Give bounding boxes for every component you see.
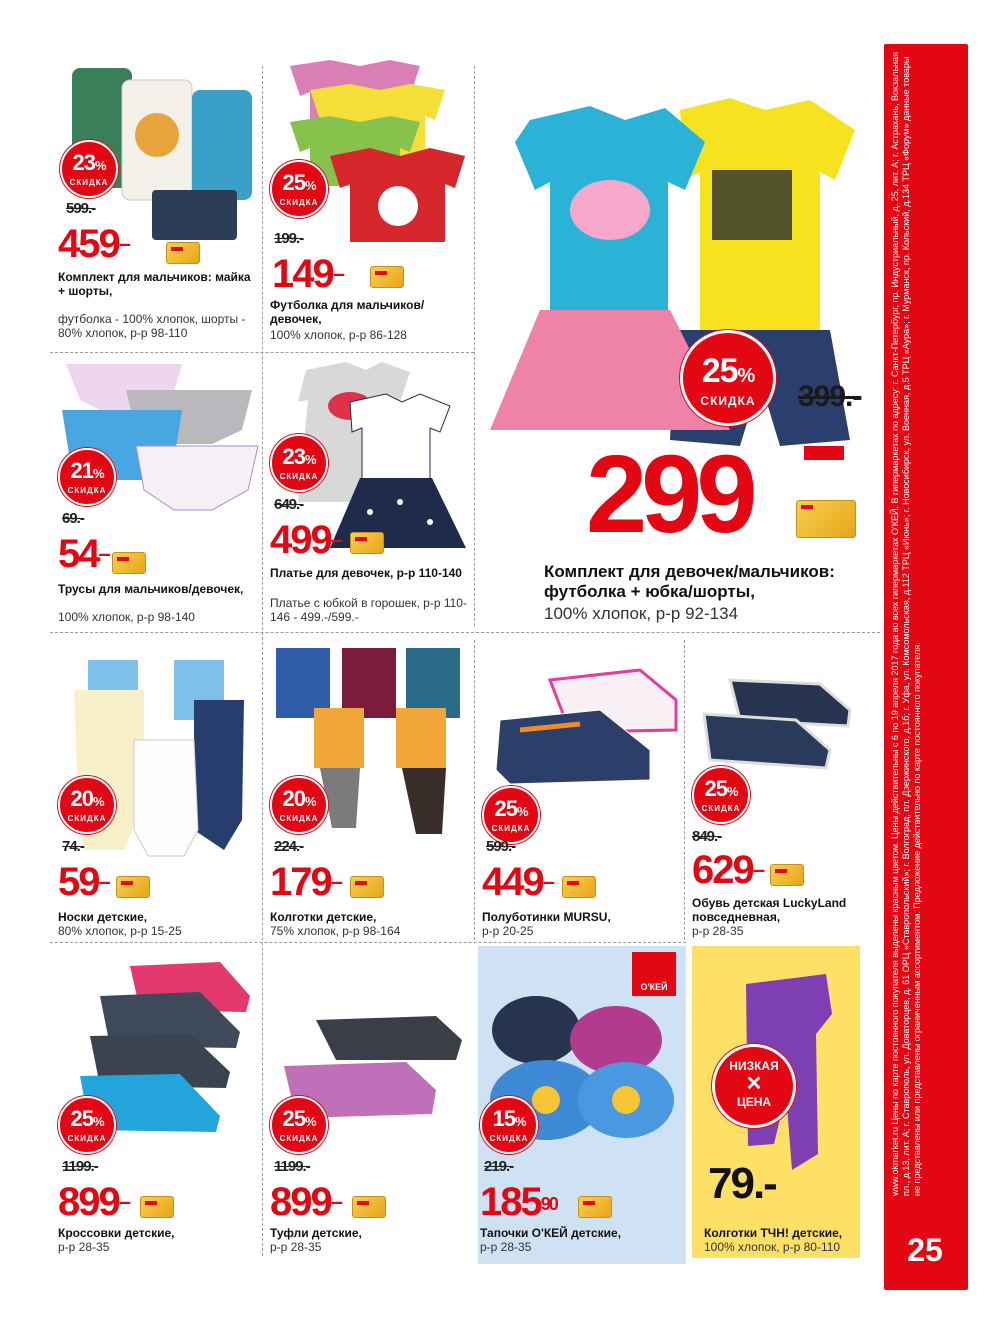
product-details: р-р 28-35 (480, 1240, 532, 1254)
discount-badge: 20% СКИДКА (58, 776, 116, 834)
loyalty-card-icon (350, 532, 384, 554)
old-price: 649.- (274, 496, 304, 513)
price: 499– (270, 518, 341, 562)
old-price: 74.- (62, 838, 84, 855)
product-details: р-р 28-35 (270, 1240, 322, 1254)
price: 629– (692, 848, 763, 892)
product-title: Обувь детская LuckyLand повседневная, (692, 896, 847, 924)
discount-badge: 25% СКИДКА (270, 1096, 328, 1154)
price: 54– (58, 532, 109, 576)
old-price: 599.- (486, 838, 516, 855)
discount-badge: 25% СКИДКА (270, 160, 328, 218)
discount-badge: 25% СКИДКА (482, 786, 540, 844)
loyalty-card-icon (112, 552, 146, 574)
discount-badge: 25% СКИДКА (58, 1096, 116, 1154)
product-details: 80% хлопок, р-р 15-25 (58, 924, 182, 938)
price: 899– (58, 1180, 129, 1224)
grid-divider (262, 66, 263, 1256)
price: $185^{90}$ (480, 1180, 557, 1224)
product-title: Носки детские, (58, 910, 148, 924)
grid-divider (50, 942, 686, 943)
product-title: Туфли детские, (270, 1226, 362, 1240)
old-price: 1199.- (62, 1158, 98, 1175)
product-title: Тапочки О'КЕЙ детские, (480, 1226, 622, 1240)
okey-logo: О'КЕЙ (632, 952, 676, 996)
product-details: футболка - 100% хлопок, шорты - 80% хлопок, р-р 98-110 (58, 312, 246, 340)
discount-badge: 15% СКИДКА (480, 1096, 538, 1154)
loyalty-card-icon (578, 1196, 612, 1218)
product-title: Кроссовки детские, (58, 1226, 175, 1240)
discount-badge: 20% СКИДКА (270, 776, 328, 834)
loyalty-card-icon (796, 500, 856, 538)
price: 899– (270, 1180, 341, 1224)
product-details: 75% хлопок, р-р 98-164 (270, 924, 401, 938)
terms-text: www.okmarket.ru Цены по карте постоянного покупателя выделены красным цветом. Цены действительны с 6 по 19 апреля 2017 года во всех гипермаркетах О'КЕЙ. В гипермаркетах по адресу: г. Санкт-Петербург, пр. Индустриальный, д. 25, лит. А; г. Астрахань, Вокзальная пл., д.13, лит. А; г. Ставрополь, ул. Доваторцев, д. 61 ОРЦ «Ставропольский»; г. Волгоград, пл. Дзержинского, д.1б; г. Уфа, ул. Комсомольская, д.112 ТРЦ «Июнь»; г. Новосибирск, ул. Военная, д.5 ТРЦ «Аура»; г. Мурманск, пр. Кольский, д.134 ТРЦ «Форум» данные товары не представлены или представлены ограниченным ассортиментом. Предложение действительно по карте постоянного покупателя. (890, 51, 922, 1196)
grid-divider (474, 66, 475, 626)
product-details: 100% хлопок, р-р 92-134 (544, 604, 739, 623)
product-title: Трусы для мальчиков/девочек, (58, 582, 244, 596)
price: 449– (482, 860, 553, 904)
product-title: Колготки ТЧН! детские, (704, 1226, 843, 1240)
loyalty-card-icon (140, 1196, 174, 1218)
price-dash (804, 446, 844, 460)
old-price: 219.- (484, 1158, 514, 1175)
price: 179– (270, 860, 341, 904)
product-details: р-р 20-25 (482, 924, 534, 938)
loyalty-card-icon (350, 876, 384, 898)
old-price: 199.- (274, 230, 304, 247)
grid-divider (684, 640, 685, 940)
price: 459– (58, 222, 129, 266)
product-details: 100% хлопок, р-р 86-128 (270, 328, 407, 342)
discount-badge: 25% СКИДКА (680, 330, 776, 426)
old-price: 599.- (66, 200, 96, 217)
grid-divider (50, 632, 880, 633)
price: 59– (58, 860, 109, 904)
product-details: Платье с юбкой в горошек, р-р 110-146 - 499.-/599.- (270, 596, 467, 624)
old-price: 849.- (692, 828, 722, 845)
product-details: р-р 28-35 (58, 1240, 110, 1254)
grid-divider (474, 640, 475, 940)
product-title: Колготки детские, (270, 910, 377, 924)
product-title: Полуботинки MURSU, (482, 910, 611, 924)
discount-badge: 21% СКИДКА (58, 448, 116, 506)
price: 79.- (708, 1159, 776, 1208)
product-details: 100% хлопок, р-р 80-110 (704, 1240, 841, 1254)
product-details: р-р 28-35 (692, 924, 744, 938)
product-title: Комплект для мальчиков: майка + шорты, (58, 270, 251, 298)
product-title: Комплект для девочек/мальчиков: футболка + юбка/шорты, (544, 562, 835, 601)
loyalty-card-icon (562, 876, 596, 898)
discount-badge: 23% СКИДКА (60, 140, 118, 198)
price: 299 (586, 433, 752, 556)
discount-badge: 23% СКИДКА (270, 434, 328, 492)
loyalty-card-icon (352, 1196, 386, 1218)
loyalty-card-icon (166, 242, 200, 264)
low-price-badge: НИЗКАЯ ✕ ЦЕНА (712, 1044, 796, 1128)
discount-badge: 25% СКИДКА (692, 766, 750, 824)
product-title: Футболка для мальчиков/девочек, (270, 298, 425, 326)
old-price: 224.- (274, 838, 304, 855)
page-number: 25 (907, 1232, 943, 1268)
product-details: 100% хлопок, р-р 98-140 (58, 610, 195, 624)
product-image (700, 670, 860, 780)
loyalty-card-icon (770, 864, 804, 886)
old-price: 69.- (62, 510, 84, 527)
loyalty-card-icon (116, 876, 150, 898)
old-price: 1199.- (274, 1158, 310, 1175)
old-price: 399.- (798, 380, 862, 413)
price: 149– (272, 252, 343, 296)
product-title: Платье для девочек, р-р 110-140 (270, 566, 462, 580)
grid-divider (50, 352, 474, 353)
product-image (490, 660, 680, 800)
loyalty-card-icon (370, 266, 404, 288)
